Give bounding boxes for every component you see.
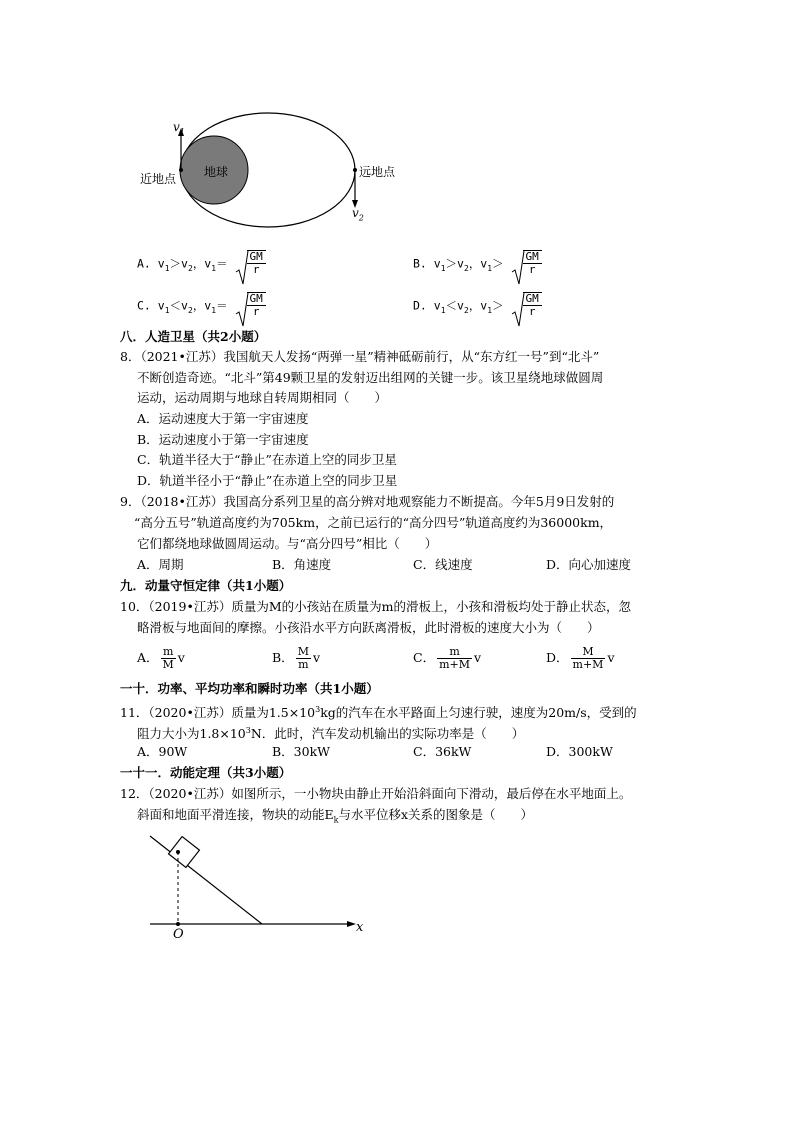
- q9-option-c: C．线速度: [413, 557, 473, 572]
- orbit-figure: [140, 108, 410, 233]
- q11-line-2: 阻力大小为$1.8\times 10^3N$．此时，汽车发动机输出的实际功率是（ ）: [137, 726, 525, 742]
- q11-option-a: A．90W: [137, 744, 188, 759]
- section-heading-11: 一十一．动能定理（共3小题）: [120, 765, 292, 780]
- q11-option-d: D．300kW: [546, 744, 613, 759]
- v1-label: $v_1$: [173, 120, 185, 137]
- q7-option-a: A. $v_1>v_2$，$v_1=$ $\frac{GM}{r}$: [137, 250, 266, 278]
- sqrt-gm-over-r: $\frac{GM}{r}$: [235, 250, 266, 278]
- q11-line-1: 11．（2020•江苏）质量为$1.5\times 10^3kg$的汽车在水平路面上匀速行驶，速度为20m/s，受到的: [120, 705, 637, 721]
- earth-label: 地球: [204, 165, 229, 179]
- sqrt-gm-over-r: $\frac{GM}{r}$: [511, 292, 542, 320]
- section-heading-9: 九．动量守恒定律（共1小题）: [120, 578, 292, 593]
- q11-option-c: C．36kW: [413, 744, 472, 759]
- q10-option-d: D． $\frac{M}{m+M}$ v: [546, 645, 615, 671]
- incline-figure: [140, 830, 380, 945]
- q11-option-b: B．30kW: [272, 744, 331, 759]
- v2-label: $v_2$: [352, 206, 364, 223]
- q10-line-2: 略滑板与地面间的摩擦。小孩沿水平方向跃离滑板，此时滑板的速度大小为（ ）: [137, 620, 600, 635]
- q10-line-1: 10．（2019•江苏）质量为M的小孩站在质量为m的滑板上，小孩和滑板均处于静止状态，忽: [120, 599, 631, 614]
- q10-option-a: A． $\frac{m}{M}$ v: [137, 645, 185, 671]
- q7-option-d: D. $v_1<v_2$，$v_1>$ $\frac{GM}{r}$: [413, 292, 542, 320]
- q9-line-2: “高分五号”轨道高度约为705km，之前已运行的“高分四号”轨道高度约为36000km，: [134, 515, 613, 530]
- sqrt-gm-over-r: $\frac{GM}{r}$: [511, 250, 542, 278]
- q7-option-c: C. $v_1<v_2$，$v_1=$ $\frac{GM}{r}$: [137, 292, 266, 320]
- q8-line-3: 运动，运动周期与地球自转周期相同（ ）: [137, 390, 388, 405]
- x-axis-label: x: [356, 920, 364, 935]
- section-heading-10: 一十．功率、平均功率和瞬时功率（共1小题）: [120, 681, 379, 696]
- q12-line-1: 12．（2020•江苏）如图所示，一小物块由静止开始沿斜面向下滑动，最后停在水平地面上。: [120, 786, 632, 801]
- far-point-label: 远地点: [359, 165, 396, 179]
- q9-line-1: 9．（2018•江苏）我国高分系列卫星的高分辨对地观察能力不断提高。今年5月9日发射的: [120, 494, 615, 509]
- q10-option-c: C． $\frac{m}{m+M}$ v: [413, 645, 482, 671]
- q10-option-b: B． $\frac{M}{m}$ v: [272, 645, 321, 671]
- q9-option-a: A．周期: [137, 557, 184, 572]
- sqrt-gm-over-r: $\frac{GM}{r}$: [235, 292, 266, 320]
- q8-option-c: C．轨道半径大于“静止”在赤道上空的同步卫星: [137, 452, 397, 467]
- origin-label: O: [173, 927, 184, 942]
- q7-option-b: B. $v_1>v_2$，$v_1>$ $\frac{GM}{r}$: [413, 250, 542, 278]
- q8-option-b: B．运动速度小于第一宇宙速度: [137, 432, 309, 447]
- q9-line-3: 它们都绕地球做圆周运动。与“高分四号”相比（ ）: [137, 536, 438, 551]
- q8-option-a: A．运动速度大于第一宇宙速度: [137, 411, 309, 426]
- q8-line-2: 不断创造奇迹。“北斗”第49颗卫星的发射迈出组网的关键一步。该卫星绕地球做圆周: [137, 370, 604, 385]
- q9-option-b: B．角速度: [272, 557, 332, 572]
- section-heading-8: 八．人造卫星（共2小题）: [120, 329, 267, 344]
- q8-line-1: 8．（2021•江苏）我国航天人发扬“两弹一星”精神砥砺前行，从“东方红一号”到“北斗”: [120, 349, 600, 364]
- q12-line-2: 斜面和地面平滑连接，物块的动能$E_k$与水平位移x关系的图象是（ ）: [137, 807, 534, 825]
- q9-option-d: D．向心加速度: [546, 557, 632, 572]
- near-point-label: 近地点: [140, 172, 177, 186]
- q8-option-d: D．轨道半径小于“静止”在赤道上空的同步卫星: [137, 473, 398, 488]
